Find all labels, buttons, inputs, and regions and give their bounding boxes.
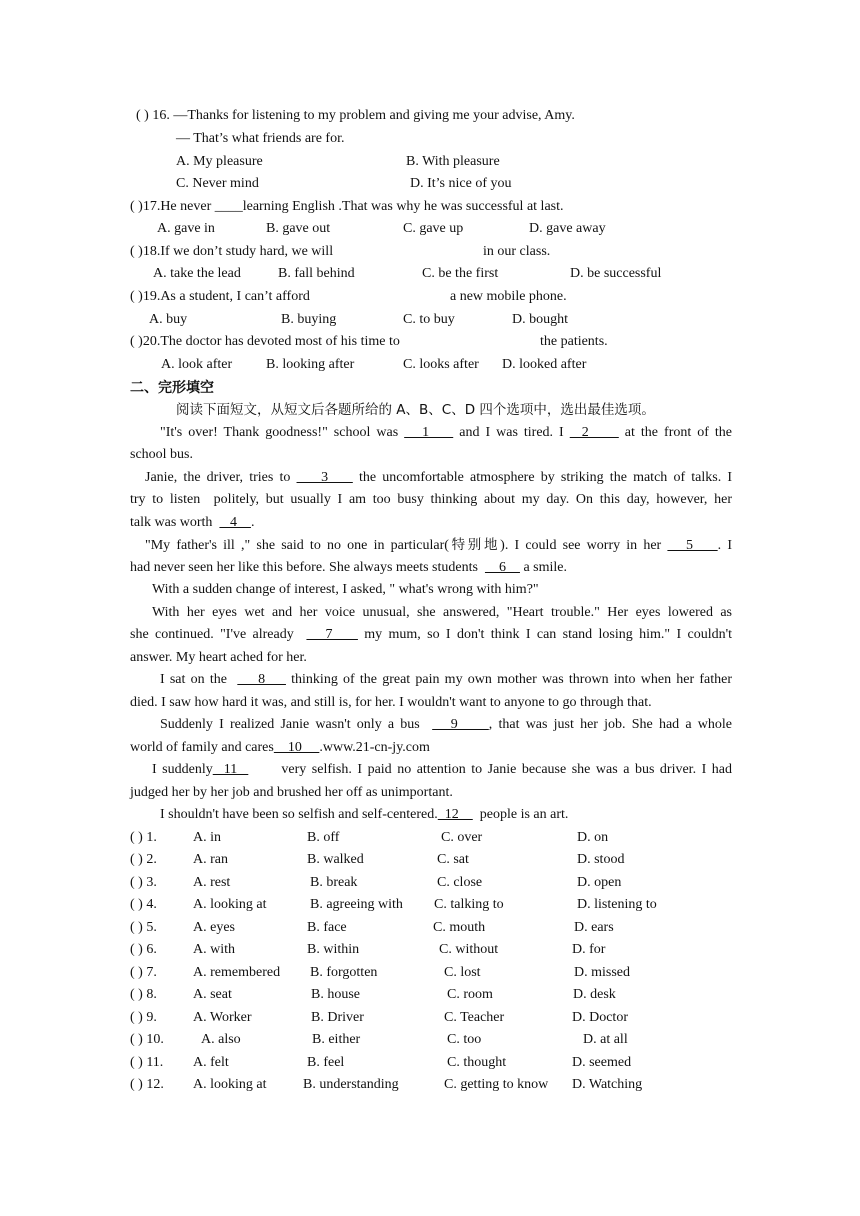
option-c: C. lost (444, 965, 481, 980)
option-d: D. desk (573, 987, 616, 1002)
mcq-line: in our class. (483, 244, 551, 259)
passage-text: "My father's ill ," she said to no one in particular( (145, 538, 449, 553)
question-number: ( ) 6. (130, 942, 157, 957)
option-b: B. Driver (311, 1010, 364, 1025)
option-b: B. off (307, 830, 340, 845)
passage-text: Janie, the driver, tries to (145, 470, 297, 485)
passage-text: world of family and cares (130, 740, 274, 755)
question-number: ( ) 11. (130, 1055, 164, 1070)
mcq-line: ( )20.The doctor has devoted most of his time to (130, 334, 400, 349)
passage-text: had never seen her like this before. She always meets students (130, 560, 485, 575)
blank-number: 3 (296, 470, 353, 485)
passage-line (152, 581, 539, 599)
blank-number: 7 (306, 627, 358, 642)
passage-text: . I (717, 538, 732, 553)
passage-text: With a sudden change of interest, I asked, " what's wrong with him?" (152, 582, 539, 597)
mcq-line: B. With pleasure (406, 154, 500, 169)
passage-line (160, 716, 732, 734)
passage-text: I shouldn't have been so selfish and self-centered. (160, 807, 438, 822)
option-c: C. over (441, 830, 483, 845)
question-number: ( ) 1. (130, 830, 157, 845)
mcq-line: C. be the first (422, 266, 499, 281)
section-title: 二、完形填空 (130, 380, 214, 396)
blank-number: 4 (219, 515, 251, 530)
mcq-line: C. gave up (403, 221, 464, 236)
passage-text: she continued. "I've already (130, 627, 307, 642)
option-b: B. face (307, 920, 347, 935)
option-c: C. without (439, 942, 499, 957)
mcq-line: B. fall behind (278, 266, 355, 281)
passage-text: talk was worth (130, 515, 220, 530)
mcq-line: B. looking after (266, 357, 355, 372)
option-a: A. with (193, 942, 235, 957)
passage-line (130, 446, 193, 464)
passage-text: judged her by her job and brushed her off as unimportant. (130, 785, 453, 800)
option-a: A. looking at (193, 1077, 267, 1092)
passage-text: ). I could see worry in her (500, 538, 668, 553)
passage-line (145, 469, 732, 487)
option-d: D. Doctor (572, 1010, 628, 1025)
passage-line (130, 649, 307, 667)
mcq-line: D. gave away (529, 221, 606, 236)
blank-number: 10 (273, 740, 320, 755)
mcq-line: C. looks after (403, 357, 479, 372)
option-c: C. thought (447, 1055, 507, 1070)
option-d: D. listening to (577, 897, 657, 912)
mcq-line: a new mobile phone. (450, 289, 567, 304)
passage-line (160, 671, 732, 689)
question-number: ( ) 10. (130, 1032, 164, 1047)
option-c: C. talking to (434, 897, 504, 912)
mcq-line: ( )19.As a student, I can’t afford (130, 289, 310, 304)
passage-text: and I was tired. I (453, 425, 570, 440)
question-number: ( ) 4. (130, 897, 157, 912)
option-c: C. sat (437, 852, 469, 867)
mcq-line: — That’s what friends are for. (176, 131, 345, 146)
option-a: A. in (193, 830, 221, 845)
passage-line (130, 626, 732, 644)
option-d: D. stood (577, 852, 625, 867)
mcq-line: C. Never mind (176, 176, 259, 191)
passage-text: very selfish. I paid no attention to Janie because she was a bus driver. I had (248, 762, 732, 777)
option-d: D. missed (574, 965, 630, 980)
option-b: B. break (310, 875, 358, 890)
option-a: A. eyes (193, 920, 235, 935)
option-b: B. forgotten (310, 965, 378, 980)
passage-text: school bus. (130, 447, 193, 462)
option-a: A. also (201, 1032, 241, 1047)
passage-text: died. I saw how hard it was, and still is, for her. I wouldn't want to anyone to go through that. (130, 695, 652, 710)
option-c: C. Teacher (444, 1010, 505, 1025)
passage-text: at the front of the (618, 425, 733, 440)
option-a: A. felt (193, 1055, 229, 1070)
option-c: C. mouth (433, 920, 486, 935)
passage-text: a smile. (519, 560, 567, 575)
option-a: A. remembered (193, 965, 281, 980)
question-number: ( ) 3. (130, 875, 157, 890)
passage-text: try to listen politely, but usually I am too busy thinking about my day. On this day, however, her (130, 492, 732, 507)
mcq-line: A. My pleasure (176, 154, 263, 169)
passage-text: I suddenly (152, 762, 213, 777)
mcq-line: A. buy (149, 312, 188, 327)
blank-number: 9 (432, 717, 489, 732)
option-d: D. for (572, 942, 606, 957)
option-a: A. looking at (193, 897, 267, 912)
passage-line (130, 694, 652, 712)
option-a: A. Worker (193, 1010, 252, 1025)
passage-text: , that was just her job. She had a whole (488, 717, 733, 732)
mcq-line: A. take the lead (153, 266, 241, 281)
blank-number: 1 (404, 425, 454, 440)
passage-text: Suddenly I realized Janie wasn't only a bus (160, 717, 433, 732)
mcq-line: A. gave in (157, 221, 215, 236)
blank-number: 5 (667, 538, 718, 553)
option-c: C. getting to know (444, 1077, 549, 1092)
option-c: C. close (437, 875, 483, 890)
passage-text: With her eyes wet and her voice unusual, she answered, "Heart trouble." Her eyes lowered as (152, 605, 732, 620)
mcq-line: D. be successful (570, 266, 662, 281)
passage-line (160, 424, 732, 442)
option-d: D. open (577, 875, 622, 890)
passage-line (130, 784, 453, 802)
option-a: A. rest (193, 875, 231, 890)
mcq-line: ( )17.He never ____learning English .That was why he was successful at last. (130, 199, 564, 214)
passage-line (152, 604, 732, 622)
passage-text: . (250, 515, 255, 530)
passage-line (160, 806, 568, 824)
blank-number: 12 (437, 807, 473, 822)
passage-text: 特别地 (448, 537, 501, 553)
option-d: D. ears (574, 920, 614, 935)
question-number: ( ) 8. (130, 987, 157, 1002)
option-d: D. Watching (572, 1077, 643, 1092)
mcq-line: D. It’s nice of you (410, 176, 512, 191)
option-a: A. ran (193, 852, 228, 867)
passage-line (152, 761, 732, 779)
option-c: C. too (447, 1032, 482, 1047)
mcq-line: C. to buy (403, 312, 455, 327)
passage-text: I sat on the (160, 672, 238, 687)
question-number: ( ) 2. (130, 852, 157, 867)
option-d: D. seemed (572, 1055, 632, 1070)
mcq-line: B. buying (281, 312, 337, 327)
option-b: B. understanding (303, 1077, 399, 1092)
mcq-line: B. gave out (266, 221, 331, 236)
option-b: B. house (311, 987, 360, 1002)
passage-text: answer. My heart ached for her. (130, 650, 307, 665)
option-d: D. at all (583, 1032, 628, 1047)
mcq-line: D. bought (512, 312, 568, 327)
passage-line (130, 739, 430, 757)
question-number: ( ) 7. (130, 965, 157, 980)
passage-text: people is an art. (472, 807, 569, 822)
option-b: B. either (312, 1032, 361, 1047)
option-b: B. agreeing with (310, 897, 403, 912)
passage-text: .www.21-cn-jy.com (319, 740, 430, 755)
mcq-line: ( )18.If we don’t study hard, we will (130, 244, 334, 259)
mcq-line: ( ) 16. —Thanks for listening to my problem and giving me your advise, Amy. (136, 108, 575, 123)
blank-number: 6 (484, 560, 520, 575)
question-number: ( ) 9. (130, 1010, 157, 1025)
option-b: B. walked (307, 852, 364, 867)
blank-number: 11 (212, 762, 249, 777)
passage-line (130, 491, 732, 509)
instruction-text: 阅读下面短文，从短文后各题所给的 A、B、C、D 四个选项中，选出最佳选项。 (176, 402, 655, 418)
mcq-line: D. looked after (502, 357, 587, 372)
passage-line (130, 559, 567, 577)
passage-line (145, 536, 732, 555)
option-d: D. on (577, 830, 609, 845)
question-number: ( ) 5. (130, 920, 157, 935)
passage-text: the uncomfortable atmosphere by striking the match of talks. I (352, 470, 733, 485)
mcq-line: A. look after (161, 357, 233, 372)
option-b: B. feel (307, 1055, 345, 1070)
passage-text: my mum, so I don't think I can stand losing him." I couldn't (357, 627, 732, 642)
mcq-line: the patients. (540, 334, 608, 349)
passage-line (130, 514, 254, 532)
option-a: A. seat (193, 987, 232, 1002)
blank-number: 2 (569, 425, 619, 440)
passage-text: "It's over! Thank goodness!" school was (160, 425, 405, 440)
question-number: ( ) 12. (130, 1077, 164, 1092)
option-b: B. within (307, 942, 360, 957)
option-c: C. room (447, 987, 493, 1002)
blank-number: 8 (237, 672, 286, 687)
passage-text: thinking of the great pain my own mother was thrown into when her father (285, 672, 733, 687)
